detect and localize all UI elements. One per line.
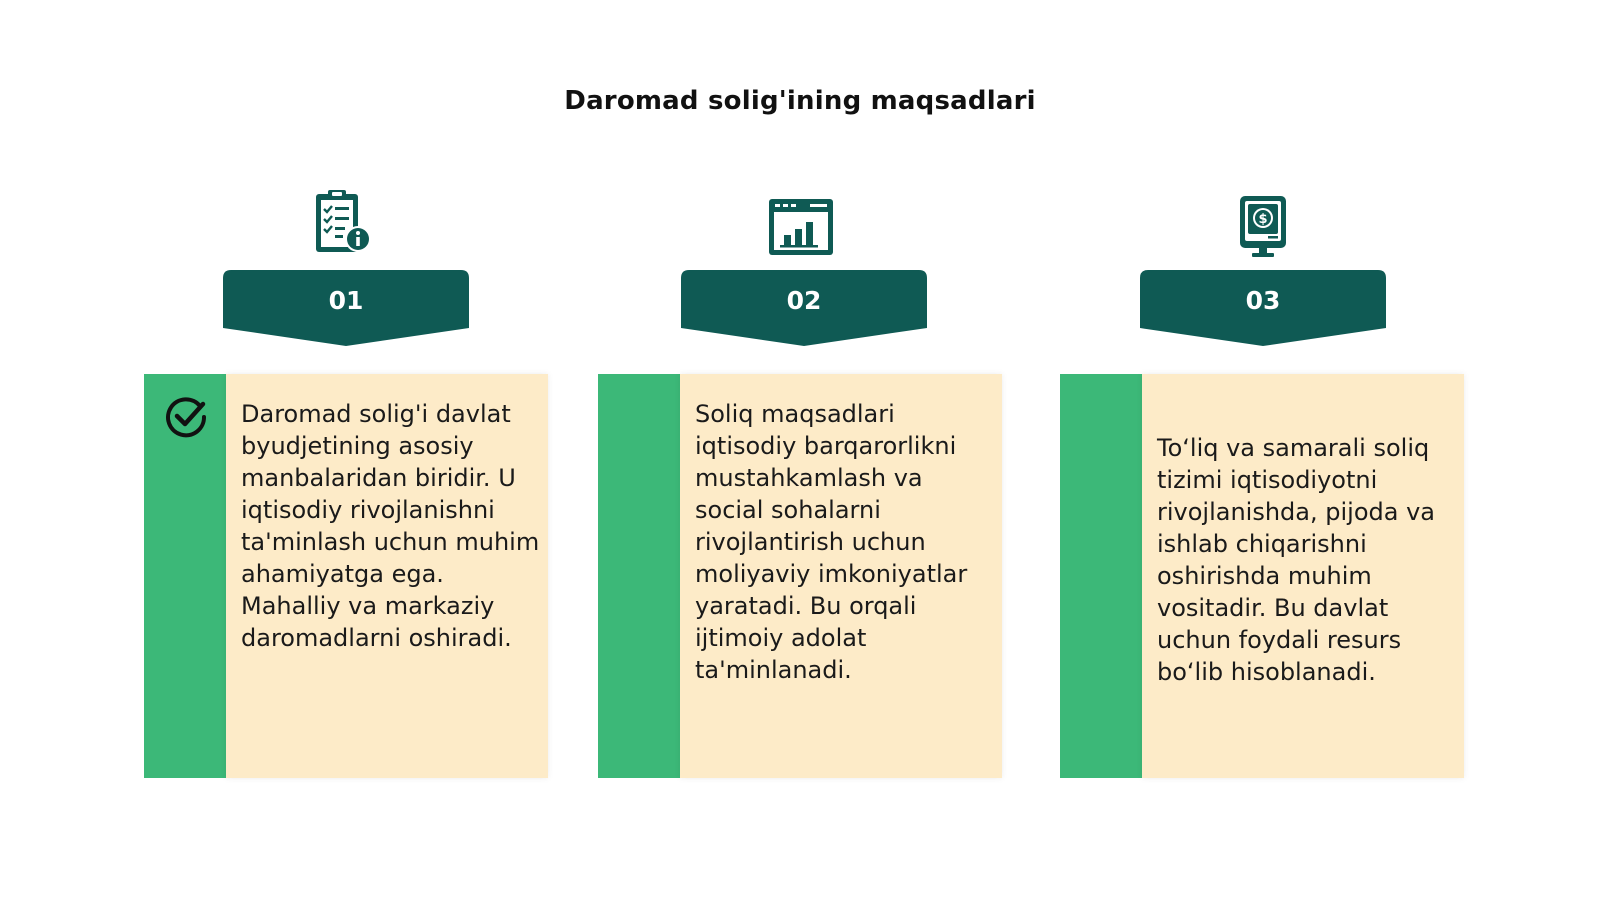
card-text: To‘liq va samarali soliq tizimi iqtisodiyotni rivojlanishda, pijoda va ishlab chiqarishni oshirishda muhim vositadir. Bu davlat uchun foydali resurs bo‘lib hisoblanadi. (1157, 434, 1435, 686)
monitor-dollar-icon (1228, 192, 1298, 262)
step-badge-03 (1140, 270, 1386, 348)
step-card-03 (1060, 374, 1464, 778)
page-title: Daromad solig'ining maqsadlari (564, 86, 1036, 116)
browser-bar-chart-icon (766, 195, 836, 265)
clipboard-checklist-info-icon (310, 188, 380, 258)
step-number-03: 03 (1245, 286, 1281, 315)
card-body (226, 374, 548, 778)
svg-text:$: $ (1258, 212, 1268, 227)
card-text: Daromad solig'i davlat byudjetining asosiy manbalaridan biridir. U iqtisodiy rivojlanishni ta'minlash uchun muhim ahamiyatga ega. Mahalliy va markaziy daromadlarni oshiradi. (241, 400, 540, 652)
card-accent-bar (598, 374, 680, 778)
card-body (680, 374, 1002, 778)
card-accent-bar (1060, 374, 1142, 778)
step-number-01: 01 (328, 286, 364, 315)
step-card-02 (598, 374, 1002, 778)
card-body (1142, 374, 1464, 778)
step-card-01 (144, 374, 548, 778)
step-number-02: 02 (786, 286, 822, 315)
card-text: Soliq maqsadlari iqtisodiy barqarorlikni mustahkamlash va social sohalarni rivojlantirish uchun moliyaviy imkoniyatlar yaratadi. Bu orqali ijtimoiy adolat ta'minlanadi. (695, 400, 968, 684)
step-badge-02 (681, 270, 927, 348)
card-accent-bar (144, 374, 226, 778)
check-circle-icon (163, 394, 209, 440)
step-badge-01 (223, 270, 469, 348)
